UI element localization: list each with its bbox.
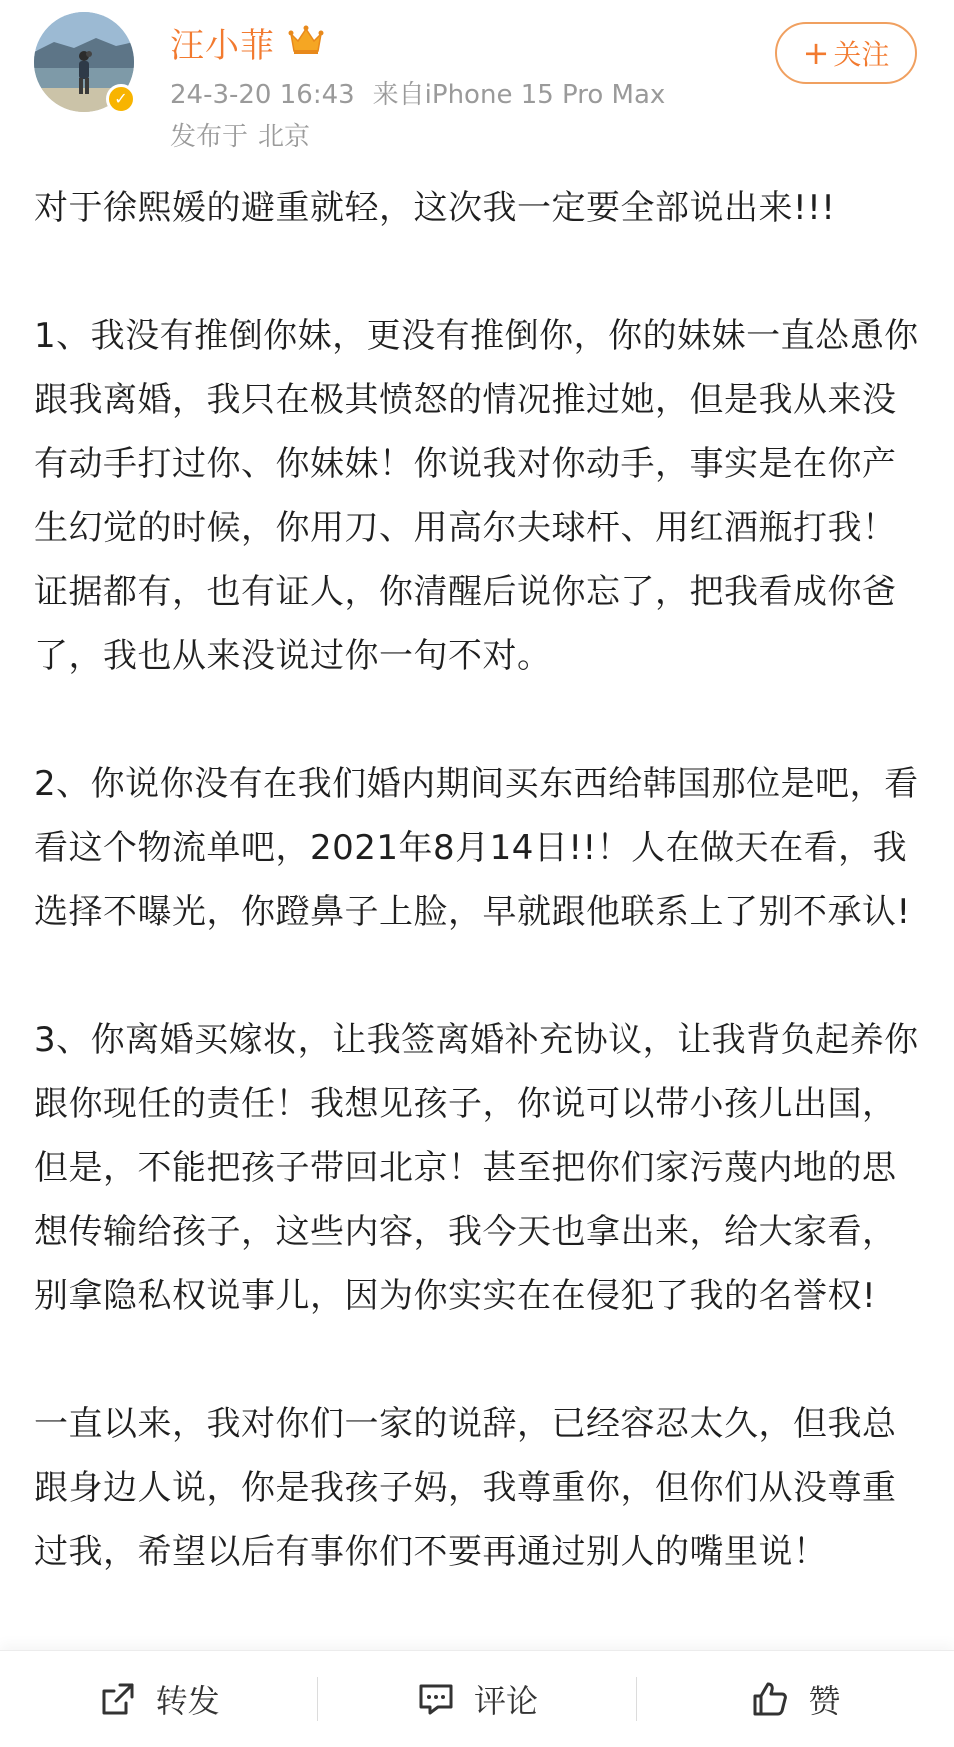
action-bar bbox=[0, 1650, 954, 1747]
post-paragraph-1: 1、我没有推倒你妹，更没有推倒你，你的妹妹一直怂恿你跟我离婚，我只在极其愤怒的情况推过她，但是我从来没有动手打过你、你妹妹！你说我对你动手，事实是在你产生幻觉的时候，你用刀、用高尔夫球杆、用红酒瓶打我！证据都有，也有证人，你清醒后说你忘了，把我看成你爸了，我也从来没说过你一句不对。 bbox=[34, 316, 919, 676]
post-paragraph-2: 2、你说你没有在我们婚内期间买东西给韩国那位是吧，看看这个物流单吧，2021年8月14日!!！人在做天在看，我选择不曝光，你蹬鼻子上脸，早就跟他联系上了别不承认! bbox=[34, 764, 919, 932]
repost-button[interactable] bbox=[0, 1651, 317, 1747]
comment-label: 评论 bbox=[473, 1682, 538, 1720]
repost-label: 转发 bbox=[155, 1682, 220, 1720]
like-button[interactable] bbox=[637, 1651, 954, 1747]
author-name[interactable]: 汪小菲 bbox=[170, 26, 275, 66]
comment-button[interactable] bbox=[318, 1651, 635, 1747]
thumbs-up-icon bbox=[750, 1679, 790, 1719]
post-header bbox=[0, 0, 954, 160]
crown-icon bbox=[288, 24, 324, 56]
plus-icon: + bbox=[802, 34, 830, 72]
post-source: 来自iPhone 15 Pro Max bbox=[372, 80, 666, 110]
post-paragraph-intro: 对于徐熙媛的避重就轻，这次我一定要全部说出来!!! bbox=[34, 188, 836, 228]
post-body bbox=[34, 176, 924, 1650]
post-paragraph-closing: 一直以来，我对你们一家的说辞，已经容忍太久，但我总跟身边人说，你是我孩子妈，我尊重你，但你们从没尊重过我，希望以后有事你们不要再通过别人的嘴里说！ bbox=[34, 1404, 897, 1572]
follow-button[interactable] bbox=[775, 22, 917, 84]
verified-badge-icon: ✓ bbox=[106, 84, 136, 114]
location-value: 北京 bbox=[258, 122, 311, 152]
post-meta bbox=[170, 74, 665, 111]
repost-icon bbox=[98, 1679, 138, 1719]
post-timestamp: 24-3-20 16:43 bbox=[170, 80, 355, 110]
post-location bbox=[170, 116, 310, 153]
comment-icon bbox=[416, 1679, 456, 1719]
like-label: 赞 bbox=[808, 1682, 841, 1720]
post-paragraph-3: 3、你离婚买嫁妆，让我签离婚补充协议，让我背负起养你跟你现任的责任！我想见孩子，你说可以带小孩儿出国，但是，不能把孩子带回北京！甚至把你们家污蔑内地的思想传输给孩子，这些内容，我今天也拿出来，给大家看，别拿隐私权说事儿，因为你实实在在侵犯了我的名誉权! bbox=[34, 1020, 919, 1316]
location-prefix: 发布于 bbox=[170, 122, 249, 152]
follow-label: 关注 bbox=[833, 38, 890, 71]
